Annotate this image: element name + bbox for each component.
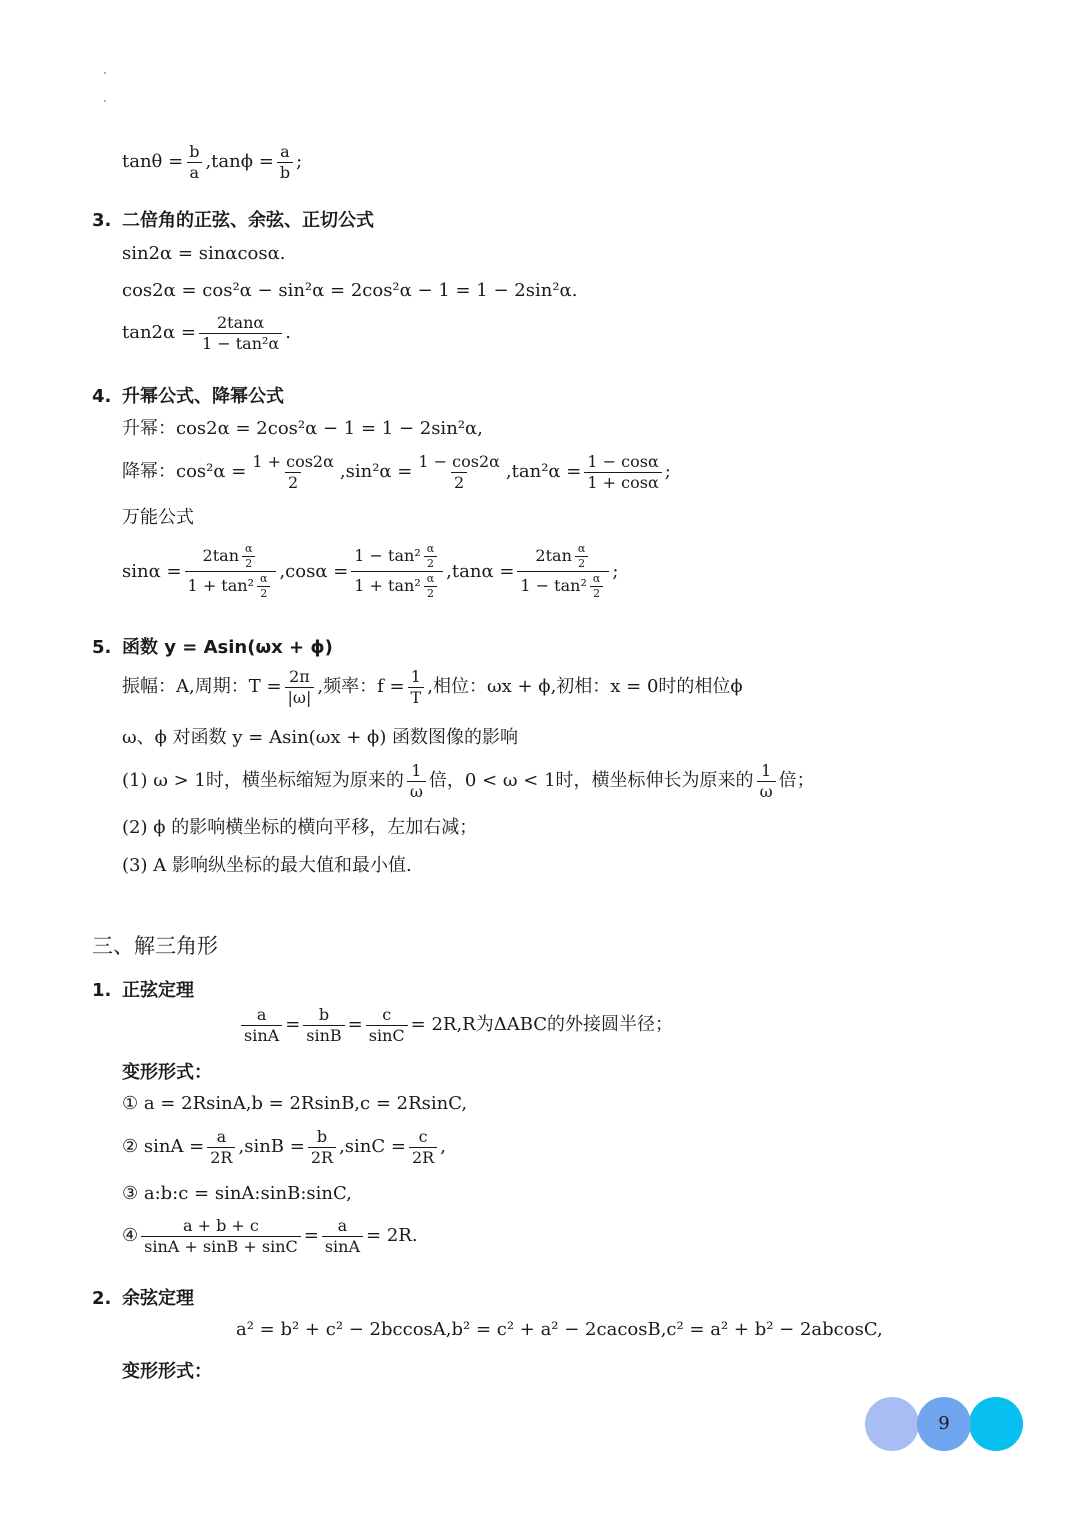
decorative-dot — [104, 72, 106, 74]
denominator: 1 − tan²α — [199, 333, 282, 353]
numerator: α — [426, 572, 435, 586]
denominator: 2 — [424, 556, 437, 570]
formula-text: 万能公式 — [122, 507, 194, 528]
denominator: 2 — [285, 472, 301, 492]
formula-text: ω、ϕ 对函数 y = Asin(ωx + ϕ) 函数图像的影响 — [122, 727, 519, 748]
raise-power-formula — [122, 419, 483, 439]
numerator: a — [256, 1005, 267, 1024]
denominator: sinA — [322, 1236, 363, 1256]
fraction — [757, 762, 776, 800]
fraction — [199, 314, 282, 352]
formula-text: = — [285, 1014, 301, 1036]
denominator: 2 — [257, 586, 270, 600]
denominator: ω — [407, 781, 426, 801]
numerator-text: 2tan — [535, 546, 572, 566]
variants-label — [122, 1058, 212, 1084]
cosine-law-formula — [236, 1320, 883, 1340]
numerator: 2π — [289, 667, 310, 686]
formula-text: ; — [664, 461, 671, 483]
section-number: 2. — [92, 1288, 112, 1309]
fraction — [277, 143, 293, 181]
fraction — [366, 1006, 408, 1044]
formula-text: 倍，0 < ω < 1时，横坐标伸长为原来的 — [428, 770, 754, 792]
formula-text: = 2R. — [366, 1225, 418, 1247]
numerator: c — [418, 1127, 428, 1146]
decorative-dot — [104, 100, 106, 102]
formula-text: (3) A 影响纵坐标的最大值和最小值. — [122, 855, 412, 876]
page-number-badge — [865, 1397, 1025, 1451]
influence-item-1 — [122, 762, 815, 800]
chapter-title-text: 三、解三角形 — [92, 934, 218, 958]
formula-text: ,sin²α = — [339, 461, 413, 483]
section-number: 1. — [92, 980, 112, 1001]
lower-power-formula — [122, 453, 671, 491]
fraction — [517, 543, 609, 600]
numerator — [351, 543, 443, 571]
numerator: b — [316, 1127, 328, 1146]
formula-text: cos2α = cos²α − sin²α = 2cos²α − 1 = 1 − 2sin²α. — [122, 280, 578, 301]
denominator-text: 1 + tan² — [354, 576, 421, 596]
formula-text: tanθ = — [122, 151, 184, 173]
denominator: sinB — [303, 1025, 344, 1045]
section-title: 升幂公式、降幂公式 — [122, 386, 284, 407]
numerator: b — [189, 142, 200, 161]
formula-text: ④ — [122, 1225, 139, 1247]
section-number: 5. — [92, 637, 112, 658]
numerator — [532, 543, 594, 571]
formula-text: = — [347, 1014, 363, 1036]
numerator: 1 — [410, 667, 421, 686]
label-text: 变形形式： — [122, 1361, 212, 1382]
variants-label-2 — [122, 1357, 212, 1383]
formula-text: a² = b² + c² − 2bccosA,b² = c² + a² − 2cacosB,c² = a² + b² − 2abcosC, — [236, 1319, 883, 1340]
section-title: 二倍角的正弦、余弦、正切公式 — [122, 210, 374, 231]
formula-text: ③ a:b:c = sinA:sinB:sinC, — [122, 1183, 352, 1204]
page-number: 9 — [938, 1413, 950, 1434]
denominator: 2 — [242, 556, 255, 570]
fraction — [351, 543, 443, 600]
denominator — [351, 571, 443, 600]
variant-2 — [122, 1128, 446, 1166]
half-angle-fraction — [590, 573, 603, 600]
numerator: 1 + cos2α — [252, 452, 334, 471]
formula-text: sinα = — [122, 560, 182, 582]
fraction — [303, 1006, 344, 1044]
formula-text: 升幂：cos2α = 2cos²α − 1 = 1 − 2sin²α, — [122, 418, 483, 439]
influence-item-2 — [122, 818, 477, 838]
half-angle-fraction — [424, 573, 437, 600]
denominator: 2 — [575, 556, 588, 570]
denominator: sinA — [241, 1025, 282, 1045]
fraction — [185, 543, 277, 600]
denominator: sinC — [366, 1025, 408, 1045]
numerator: c — [382, 1005, 392, 1024]
fraction — [207, 1128, 235, 1166]
fraction — [322, 1217, 363, 1255]
fraction — [415, 453, 503, 491]
numerator: 1 — [411, 761, 422, 780]
denominator: 2R — [308, 1147, 336, 1167]
fraction — [409, 1128, 437, 1166]
influence-item-3 — [122, 856, 412, 876]
universal-formula-title — [122, 508, 194, 528]
denominator — [185, 571, 277, 600]
formula-text: (1) ω > 1时，横坐标缩短为原来的 — [122, 770, 404, 792]
section-heading-cosine-law — [92, 1284, 194, 1310]
numerator: α — [577, 542, 586, 555]
denominator: ω — [757, 781, 776, 801]
formula-text: ,tanα = — [446, 560, 515, 582]
denominator: 2 — [451, 472, 467, 492]
sine-law-formula — [238, 1006, 673, 1044]
numerator: 1 − cosα — [587, 452, 659, 471]
denominator: 2R — [409, 1147, 437, 1167]
numerator: α — [245, 542, 253, 555]
formula-text: ① a = 2RsinA,b = 2RsinB,c = 2RsinC, — [122, 1093, 468, 1114]
variant-1 — [122, 1094, 467, 1114]
variant-4 — [122, 1217, 418, 1255]
fraction — [141, 1217, 301, 1255]
formula-text: (2) ϕ 的影响横坐标的横向平移，左加右减； — [122, 817, 478, 838]
formula-text: ; — [612, 560, 619, 582]
denominator: 2R — [207, 1147, 235, 1167]
denominator: a — [187, 162, 203, 182]
denominator-text: 1 − tan² — [520, 576, 587, 596]
half-angle-fraction — [257, 573, 270, 600]
formula-text: ; — [296, 151, 303, 173]
sin2a-formula — [122, 244, 286, 264]
formula-text: tan2α = — [122, 322, 196, 344]
fraction — [186, 143, 202, 181]
denominator: 1 + cosα — [584, 472, 661, 492]
formula-text: 降幂：cos²α = — [122, 461, 247, 483]
fraction — [408, 668, 425, 706]
chapter-title — [92, 930, 218, 960]
numerator: α — [592, 572, 601, 586]
section-heading-5 — [92, 633, 333, 659]
formula-text: = — [303, 1225, 319, 1247]
denominator: b — [277, 162, 293, 182]
numerator — [200, 543, 262, 571]
numerator: α — [426, 542, 435, 555]
formula-text: ,tanϕ = — [205, 151, 274, 173]
cos2a-formula — [122, 281, 577, 301]
variant-3 — [122, 1184, 352, 1204]
formula-text: = 2R,R为ΔABC的外接圆半径； — [410, 1014, 674, 1036]
formula-text: ,sinC = — [339, 1136, 406, 1158]
formula-text: ,cosα = — [279, 560, 349, 582]
badge-circle-right — [969, 1397, 1023, 1451]
half-angle-fraction — [424, 543, 437, 570]
fraction — [584, 453, 661, 491]
formula-text: 倍； — [778, 770, 815, 792]
fraction — [249, 453, 337, 491]
section-heading-sine-law — [92, 976, 194, 1002]
denominator: |ω| — [285, 687, 315, 707]
half-angle-fraction — [575, 543, 588, 570]
numerator-text: 1 − tan² — [354, 546, 421, 566]
fraction — [308, 1128, 336, 1166]
influence-title — [122, 728, 518, 748]
section-title: 余弦定理 — [122, 1288, 194, 1309]
half-angle-fraction — [242, 543, 255, 570]
numerator: 1 — [760, 761, 772, 780]
section-number: 3. — [92, 210, 112, 231]
numerator-text: 2tan — [202, 546, 239, 566]
formula-text: ,tan²α = — [505, 461, 582, 483]
numerator: a — [280, 142, 290, 161]
denominator: 2 — [590, 586, 603, 600]
formula-text: sin2α = sinαcosα. — [122, 243, 286, 264]
formula-text: ② sinA = — [122, 1136, 205, 1158]
formula-text: 振幅：A,周期：T = — [122, 676, 282, 698]
numerator: 2tanα — [216, 313, 265, 332]
denominator — [517, 571, 609, 600]
denominator: 2 — [424, 586, 437, 600]
numerator: a — [337, 1216, 348, 1235]
tan-theta-formula — [122, 143, 302, 181]
formula-text: . — [285, 322, 291, 344]
denominator: sinA + sinB + sinC — [141, 1236, 301, 1256]
fraction — [241, 1006, 282, 1044]
denominator: T — [408, 687, 425, 707]
section-title: 函数 y = Asin(ωx + ϕ) — [122, 637, 333, 658]
section-heading-4 — [92, 382, 284, 408]
numerator: a + b + c — [182, 1216, 259, 1235]
fraction — [285, 668, 315, 706]
section-title: 正弦定理 — [122, 980, 194, 1001]
amplitude-period-line — [122, 668, 743, 706]
numerator: 1 − cos2α — [418, 452, 500, 471]
universal-formula — [122, 543, 618, 600]
section-number: 4. — [92, 386, 112, 407]
formula-text: , — [440, 1136, 446, 1158]
numerator: a — [216, 1127, 227, 1146]
numerator: b — [318, 1005, 330, 1024]
badge-circle-left — [865, 1397, 919, 1451]
section-heading-3 — [92, 206, 374, 232]
fraction — [407, 762, 426, 800]
numerator: α — [260, 572, 268, 586]
formula-text: ,sinB = — [238, 1136, 305, 1158]
formula-text: ,相位：ωx + ϕ,初相：x = 0时的相位ϕ — [427, 676, 743, 698]
tan2a-formula — [122, 314, 291, 352]
label-text: 变形形式： — [122, 1062, 212, 1083]
denominator-text: 1 + tan² — [187, 576, 254, 596]
formula-text: ,频率：f = — [317, 676, 405, 698]
